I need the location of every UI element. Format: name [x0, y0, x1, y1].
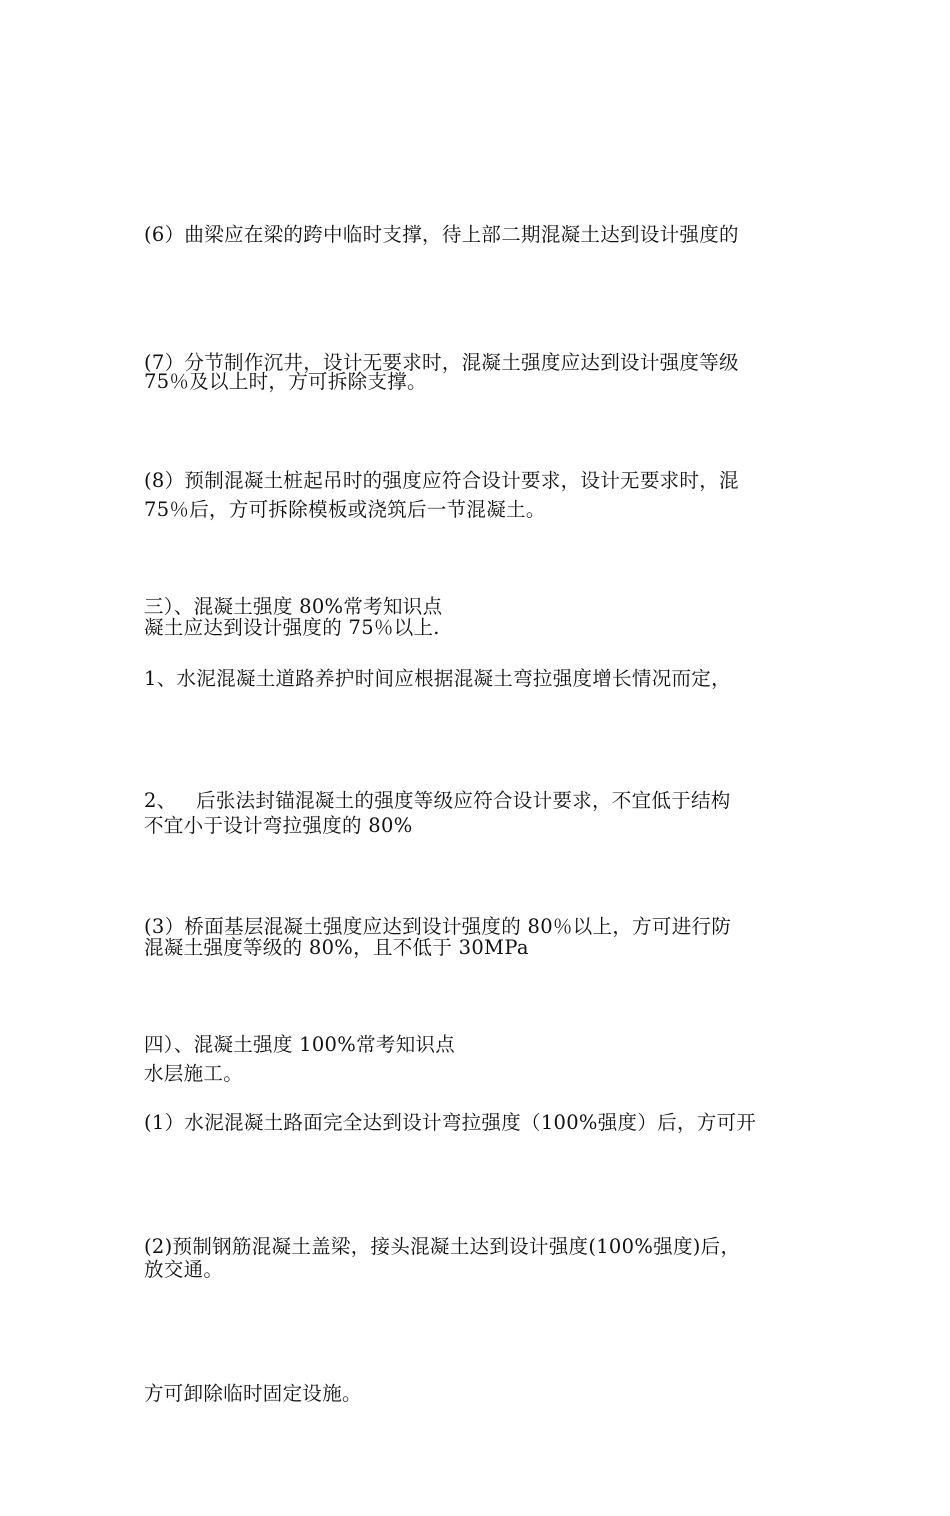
text-line: (2)预制钢筋混凝土盖梁，接头混凝土达到设计强度(100%强度)后， — [144, 1235, 741, 1258]
text-line: 不宜小于设计弯拉强度的 80% — [144, 814, 413, 837]
text-line: 凝土应达到设计强度的 75％以上. — [144, 616, 440, 639]
text-line: (3）桥面基层混凝土强度应达到设计强度的 80％以上，方可进行防 — [144, 915, 732, 938]
text-line: 方可卸除临时固定设施。 — [144, 1382, 362, 1405]
text-line: 水层施工。 — [144, 1062, 244, 1085]
text-line: (6）曲梁应在梁的跨中临时支撑，待上部二期混凝土达到设计强度的 — [144, 223, 739, 246]
text-line: 1、水泥混凝土道路养护时间应根据混凝土弯拉强度增长情况而定， — [144, 667, 731, 690]
text-line: 混凝土强度等级的 80%，且不低于 30MPa — [144, 936, 529, 959]
text-line: (8）预制混凝土桩起吊时的强度应符合设计要求，设计无要求时，混 — [144, 469, 739, 492]
text-line: 放交通。 — [144, 1258, 224, 1281]
heading-text: 三）、混凝土强度 80%常考知识点 — [144, 595, 443, 618]
text-line: 75％后，方可拆除模板或浇筑后一节混凝土。 — [144, 498, 546, 521]
text-line: (7）分节制作沉井，设计无要求时，混凝土强度应达到设计强度等级 — [144, 351, 739, 374]
text-line: 2、 后张法封锚混凝土的强度等级应符合设计要求，不宜低于结构 — [144, 789, 731, 812]
paragraph-2-cap-beam-joint — [144, 1124, 812, 1516]
heading-text: 四）、混凝土强度 100%常考知识点 — [144, 1033, 456, 1056]
text-line: (1）水泥混凝土路面完全达到设计弯拉强度（100%强度）后，方可开 — [144, 1111, 757, 1134]
text-line: 75％及以上时，方可拆除支撑。 — [144, 370, 427, 393]
